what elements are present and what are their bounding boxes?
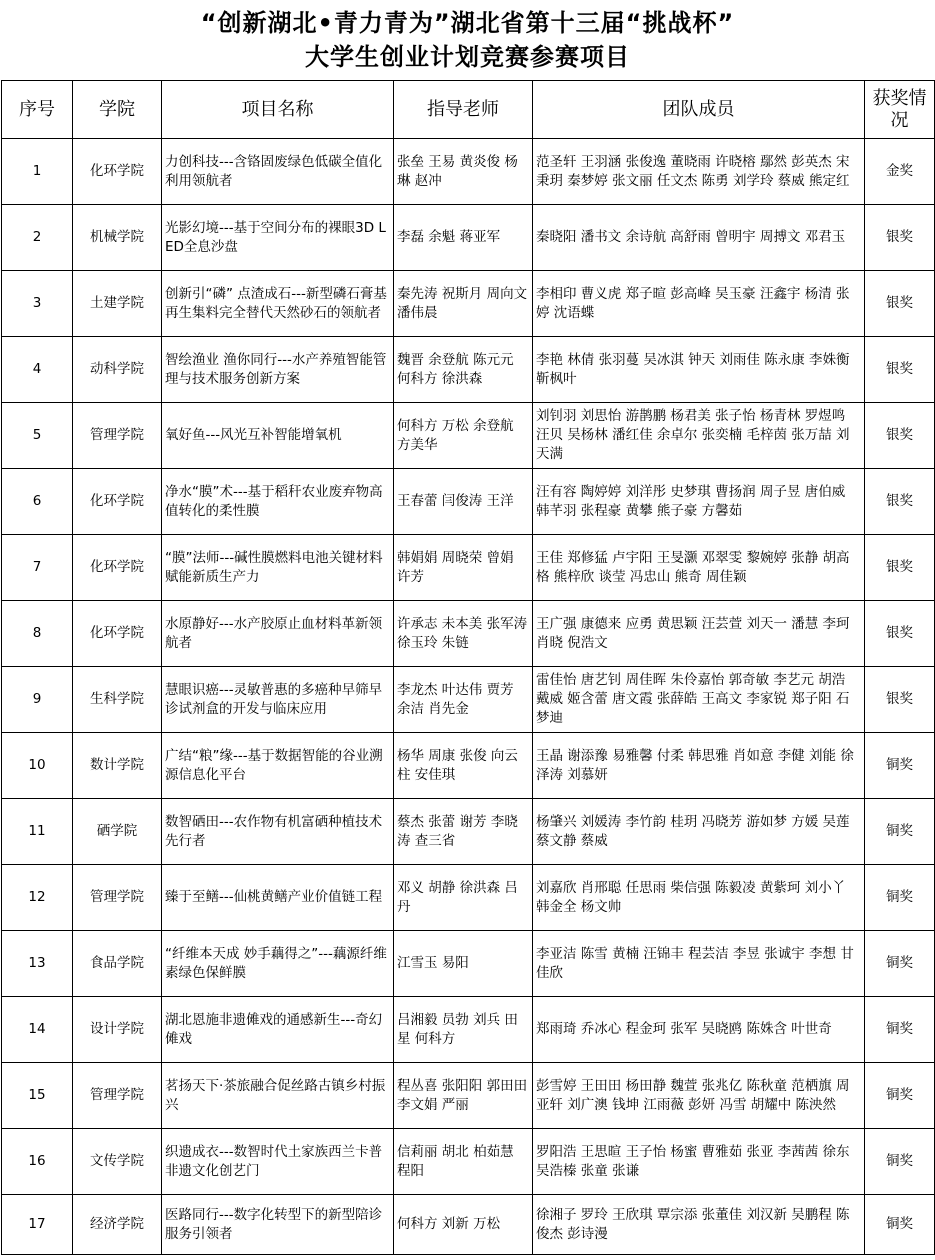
row-project-name: 数智硒田---农作物有机富硒种植技术先行者	[162, 799, 394, 865]
header-members: 团队成员	[533, 81, 865, 139]
row-number: 13	[2, 931, 73, 997]
table-row	[2, 667, 935, 733]
table-row	[2, 205, 935, 271]
row-award: 银奖	[865, 469, 935, 535]
row-college: 文传学院	[73, 1129, 162, 1195]
row-award: 铜奖	[865, 733, 935, 799]
row-award: 金奖	[865, 139, 935, 205]
row-award: 银奖	[865, 337, 935, 403]
row-award: 银奖	[865, 667, 935, 733]
row-number: 7	[2, 535, 73, 601]
row-project-name: 水原静好---水产胶原止血材料革新领航者	[162, 601, 394, 667]
row-members: 秦晓阳 潘书文 余诗航 高舒雨 曾明宇 周搏文 邓君玉	[533, 205, 865, 271]
row-award: 银奖	[865, 205, 935, 271]
row-project-name: 臻于至鳝---仙桃黄鳝产业价值链工程	[162, 865, 394, 931]
row-members: 杨肇兴 刘媛涛 李竹韵 桂玥 冯晓芳 游如梦 方媛 吴莲 蔡文静 蔡威	[533, 799, 865, 865]
row-members: 李艳 林倩 张羽蔓 吴冰淇 钟天 刘雨佳 陈永康 李姝衡 靳枫叶	[533, 337, 865, 403]
row-members: 王广强 康德来 应勇 黄思颖 汪芸萱 刘天一 潘慧 李珂 肖晓 倪浩文	[533, 601, 865, 667]
row-award: 铜奖	[865, 1195, 935, 1255]
row-members: 王佳 郑修猛 卢宇阳 王旻灏 邓翠雯 黎婉婷 张静 胡高格 熊梓欣 谈莹 冯忠山 熊奇 周佳颖	[533, 535, 865, 601]
row-number: 9	[2, 667, 73, 733]
row-members: 雷佳怡 唐艺钊 周佳晖 朱伶嘉怡 郭奇敏 李艺元 胡浩 戴威 姬含蕾 唐文霞 张薛皓 王高文 李家锐 郑子阳 石梦迪	[533, 667, 865, 733]
table-row	[2, 997, 935, 1063]
row-project-name: 智绘渔业 渔你同行---水产养殖智能管理与技术服务创新方案	[162, 337, 394, 403]
row-college: 食品学院	[73, 931, 162, 997]
row-advisors: 秦先涛 祝斯月 周向文 潘伟晨	[394, 271, 533, 337]
row-advisors: 杨华 周康 张俊 向云柱 安佳琪	[394, 733, 533, 799]
row-advisors: 何科方 刘新 万松	[394, 1195, 533, 1255]
row-college: 化环学院	[73, 601, 162, 667]
row-advisors: 程丛喜 张阳阳 郭田田 李文娟 严丽	[394, 1063, 533, 1129]
row-project-name: 净水“膜”术---基于稻秆农业废弃物高值转化的柔性膜	[162, 469, 394, 535]
row-advisors: 张垒 王易 黄炎俊 杨琳 赵冲	[394, 139, 533, 205]
table-row	[2, 1129, 935, 1195]
row-advisors: 何科方 万松 余登航 方美华	[394, 403, 533, 469]
row-college: 土建学院	[73, 271, 162, 337]
table-row	[2, 469, 935, 535]
row-award: 银奖	[865, 403, 935, 469]
row-college: 数计学院	[73, 733, 162, 799]
row-project-name: “膜”法师---碱性膜燃料电池关键材料赋能新质生产力	[162, 535, 394, 601]
row-college: 设计学院	[73, 997, 162, 1063]
table-row	[2, 139, 935, 205]
row-project-name: 慧眼识癌---灵敏普惠的多癌种早筛早诊试剂盒的开发与临床应用	[162, 667, 394, 733]
row-project-name: 医路同行---数字化转型下的新型陪诊服务引领者	[162, 1195, 394, 1255]
row-members: 李亚洁 陈雪 黄楠 汪锦丰 程芸洁 李昱 张诚宇 李想 甘佳欣	[533, 931, 865, 997]
header-no: 序号	[2, 81, 73, 139]
table-row	[2, 1063, 935, 1129]
row-project-name: 广结“粮”缘---基于数据智能的谷业溯源信息化平台	[162, 733, 394, 799]
row-project-name: 光影幻境---基于空间分布的裸眼3D LED全息沙盘	[162, 205, 394, 271]
row-project-name: 湖北恩施非遗傩戏的通感新生---奇幻傩戏	[162, 997, 394, 1063]
row-award: 铜奖	[865, 799, 935, 865]
row-award: 铜奖	[865, 931, 935, 997]
row-number: 15	[2, 1063, 73, 1129]
row-project-name: 氧好鱼---风光互补智能增氧机	[162, 403, 394, 469]
row-advisors: 韩娟娟 周晓荣 曾娟 许芳	[394, 535, 533, 601]
row-advisors: 李龙杰 叶达伟 贾芳 余洁 肖先金	[394, 667, 533, 733]
row-members: 彭雪婷 王田田 杨田静 魏萱 张兆亿 陈秋童 范栖旗 周亚轩 刘广澳 钱坤 江雨薇 彭妍 冯雪 胡耀中 陈泱然	[533, 1063, 865, 1129]
table-row	[2, 535, 935, 601]
row-advisors: 江雪玉 易阳	[394, 931, 533, 997]
row-members: 郑雨琦 乔冰心 程金珂 张军 吴晓鸥 陈姝含 叶世奇	[533, 997, 865, 1063]
row-members: 汪有容 陶婷婷 刘洋彤 史梦琪 曹扬润 周子昱 唐伯威 韩芊羽 张程豪 黄攀 熊子豪 方馨茹	[533, 469, 865, 535]
row-number: 3	[2, 271, 73, 337]
title-line-2: 大学生创业计划竞赛参赛项目	[305, 43, 630, 71]
row-number: 11	[2, 799, 73, 865]
row-college: 动科学院	[73, 337, 162, 403]
row-advisors: 王春蕾 闫俊涛 王洋	[394, 469, 533, 535]
row-number: 6	[2, 469, 73, 535]
row-members: 李相印 曹义虎 郑子暄 彭高峰 吴玉豪 汪鑫宇 杨清 张婷 沈语蝶	[533, 271, 865, 337]
table-row	[2, 931, 935, 997]
row-award: 银奖	[865, 271, 935, 337]
row-college: 化环学院	[73, 139, 162, 205]
table-row	[2, 733, 935, 799]
row-college: 管理学院	[73, 1063, 162, 1129]
row-number: 12	[2, 865, 73, 931]
row-project-name: 茗扬天下·茶旅融合促丝路古镇乡村振兴	[162, 1063, 394, 1129]
row-college: 机械学院	[73, 205, 162, 271]
row-members: 王晶 谢添豫 易雅馨 付柔 韩思雅 肖如意 李健 刘能 徐泽涛 刘慕妍	[533, 733, 865, 799]
row-college: 管理学院	[73, 865, 162, 931]
row-college: 经济学院	[73, 1195, 162, 1255]
row-number: 10	[2, 733, 73, 799]
row-members: 范圣轩 王羽涵 张俊逸 董晓雨 许晓榕 鄢然 彭英杰 宋秉玥 秦梦婷 张文丽 任文杰 陈勇 刘学玲 蔡威 熊定红	[533, 139, 865, 205]
row-advisors: 邓义 胡静 徐洪森 吕丹	[394, 865, 533, 931]
row-project-name: 织遗成衣---数智时代土家族西兰卡普非遗文化创艺门	[162, 1129, 394, 1195]
table-row	[2, 337, 935, 403]
row-number: 17	[2, 1195, 73, 1255]
table-row	[2, 799, 935, 865]
row-number: 2	[2, 205, 73, 271]
row-college: 生科学院	[73, 667, 162, 733]
header-college: 学院	[73, 81, 162, 139]
row-number: 8	[2, 601, 73, 667]
row-project-name: “纤维本天成 妙手藕得之”---藕源纤维素绿色保鲜膜	[162, 931, 394, 997]
row-project-name: 创新引“磷” 点渣成石---新型磷石膏基再生集料完全替代天然砂石的领航者	[162, 271, 394, 337]
row-members: 罗阳浩 王思暄 王子怡 杨蜜 曹雅茹 张亚 李茜茜 徐东 吴浩榛 张童 张谦	[533, 1129, 865, 1195]
row-award: 银奖	[865, 601, 935, 667]
row-college: 管理学院	[73, 403, 162, 469]
row-number: 5	[2, 403, 73, 469]
table-header-row	[2, 81, 935, 139]
row-advisors: 魏晋 余登航 陈元元 何科方 徐洪森	[394, 337, 533, 403]
row-advisors: 李磊 余魁 蒋亚军	[394, 205, 533, 271]
row-number: 1	[2, 139, 73, 205]
header-award: 获奖情况	[865, 81, 935, 139]
row-number: 14	[2, 997, 73, 1063]
row-award: 银奖	[865, 535, 935, 601]
row-members: 徐湘子 罗玲 王欣琪 覃宗添 张董佳 刘汉新 吴鹏程 陈俊杰 彭诗漫	[533, 1195, 865, 1255]
header-project: 项目名称	[162, 81, 394, 139]
projects-table	[1, 80, 935, 1255]
table-row	[2, 865, 935, 931]
document-title	[0, 0, 935, 80]
row-members: 刘钊羽 刘思怡 游鹊鹏 杨君美 张子怡 杨青林 罗煜鸣 汪贝 吴杨林 潘红佳 余卓尔 张奕楠 毛梓茵 张万喆 刘天满	[533, 403, 865, 469]
row-advisors: 蔡杰 张蕾 谢芳 李晓涛 查三省	[394, 799, 533, 865]
row-advisors: 信莉丽 胡北 柏茹慧 程阳	[394, 1129, 533, 1195]
row-advisors: 吕湘毅 员勃 刘兵 田星 何科方	[394, 997, 533, 1063]
header-advisors: 指导老师	[394, 81, 533, 139]
table-row	[2, 1195, 935, 1255]
row-number: 4	[2, 337, 73, 403]
row-project-name: 力创科技---含铬固废绿色低碳全值化利用领航者	[162, 139, 394, 205]
row-members: 刘嘉欣 肖邢聪 任思雨 柴信强 陈毅凌 黄紫珂 刘小丫 韩金全 杨文帅	[533, 865, 865, 931]
table-row	[2, 403, 935, 469]
table-row	[2, 271, 935, 337]
row-award: 铜奖	[865, 997, 935, 1063]
table-row	[2, 601, 935, 667]
row-college: 化环学院	[73, 535, 162, 601]
row-college: 硒学院	[73, 799, 162, 865]
row-number: 16	[2, 1129, 73, 1195]
row-award: 铜奖	[865, 865, 935, 931]
row-advisors: 许承志 未本美 张军涛 徐玉玲 朱链	[394, 601, 533, 667]
row-award: 铜奖	[865, 1063, 935, 1129]
row-award: 铜奖	[865, 1129, 935, 1195]
row-college: 化环学院	[73, 469, 162, 535]
title-line-1: “创新湖北•青力青为”湖北省第十三届“挑战杯”	[200, 9, 735, 37]
